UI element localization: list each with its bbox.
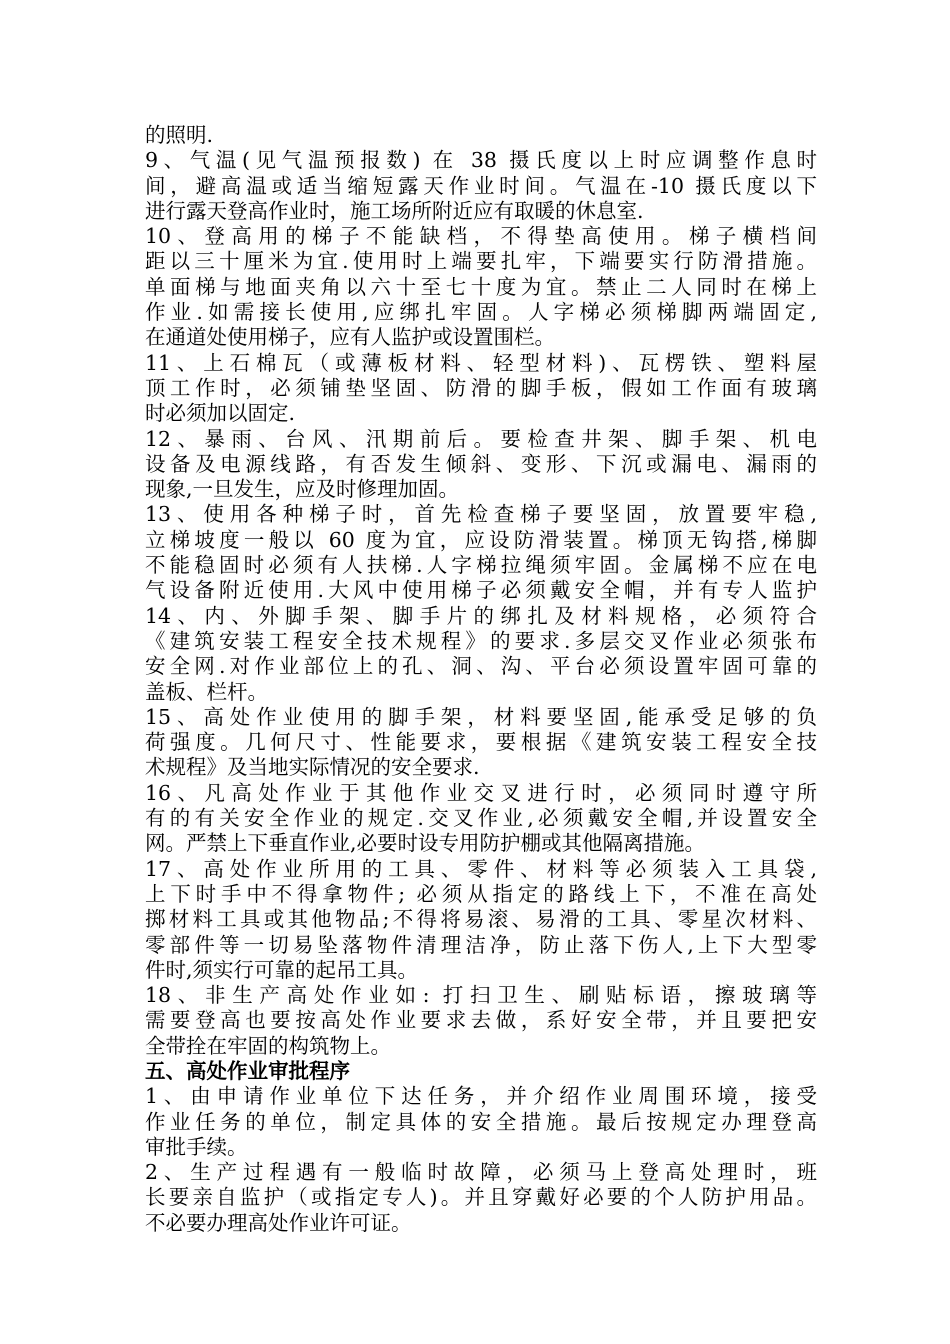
text-line: 不能稳固时必须有人扶梯.人字梯拉绳须牢固。金属梯不应在电 [145,553,817,578]
text-line: 作业.如需接长使用,应绑扎牢固。人字梯必须梯脚两端固定, [145,300,817,325]
section-heading: 五、高处作业审批程序 [145,1058,350,1083]
text-line: 18、非生产高处作业如: 打扫卫生、刷贴标语，擦玻璃等 [145,983,817,1008]
text-line: 荷强度。几何尺寸、性能要求，要根据《建筑安装工程安全技 [145,730,817,755]
text-line: 9、气温(见气温预报数) 在 38 摄氏度以上时应调整作息时 [145,148,817,173]
text-line: 时必须加以固定. [145,401,296,426]
text-line: 13、使用各种梯子时，首先检查梯子要坚固，放置要牢稳, [145,502,817,527]
text-line: 2、生产过程遇有一般临时故障，必须马上登高处理时，班 [145,1160,817,1185]
text-line: 立梯坡度一般以 60 度为宜，应设防滑装置。梯顶无钩搭,梯脚 [145,527,817,552]
text-line: 14、内、外脚手架、脚手片的绑扎及材料规格，必须符合 [145,603,817,628]
text-line: 全带拴在牢固的构筑物上。 [145,1033,391,1058]
text-line: 长要亲自监护（或指定专人)。并且穿戴好必要的个人防护用品。 [145,1185,817,1210]
text-line: 不必要办理高处作业许可证。 [145,1210,412,1235]
text-line: 16、凡高处作业于其他作业交叉进行时，必须同时遵守所 [145,780,817,805]
text-line: 17、高处作业所用的工具、零件、材料等必须装入工具袋, [145,856,817,881]
text-line: 网。严禁上下垂直作业,必要时设专用防护棚或其他隔离措施。 [145,831,706,856]
text-line: 安全网.对作业部位上的孔、洞、沟、平台必须设置牢固可靠的 [145,654,817,679]
text-line: 15、高处作业使用的脚手架，材料要坚固,能承受足够的负 [145,704,817,729]
text-line: 术规程》及当地实际情况的安全要求. [145,755,480,780]
text-line: 设备及电源线路，有否发生倾斜、变形、下沉或漏电、漏雨的 [145,451,817,476]
text-line: 掷材料工具或其他物品;不得将易滚、易滑的工具、零星次材料、 [145,907,817,932]
text-line: 作业任务的单位，制定具体的安全措施。最后按规定办理登高 [145,1109,817,1134]
text-line: 有的有关安全作业的规定.交叉作业,必须戴安全帽,并设置安全 [145,806,817,831]
text-line: 1、由申请作业单位下达任务，并介绍作业周围环境，接受 [145,1084,817,1109]
document-page [145,123,817,1236]
text-line: 《建筑安装工程安全技术规程》的要求.多层交叉作业必须张布 [145,628,817,653]
text-line: 上下时手中不得拿物件; 必须从指定的路线上下，不准在高处 [145,881,817,906]
text-line: 件时,须实行可靠的起吊工具。 [145,957,419,982]
text-line: 零部件等一切易坠落物件清理洁净，防止落下伤人,上下大型零 [145,932,817,957]
text-line: 10、登高用的梯子不能缺档，不得垫高使用。梯子横档间 [145,224,817,249]
text-line: 气设备附近使用.大风中使用梯子必须戴安全帽，并有专人监护 [145,578,817,603]
text-line: 审批手续。 [145,1134,248,1159]
text-line: 11、上石棉瓦（或薄板材料、轻型材料)、瓦楞铁、塑料屋 [145,350,817,375]
text-line: 12、暴雨、台风、汛期前后。要检查井架、脚手架、机电 [145,426,817,451]
text-line: 需要登高也要按高处作业要求去做，系好安全带，并且要把安 [145,1008,817,1033]
text-line: 在通道处使用梯子，应有人监护或设置围栏。 [145,325,555,350]
text-line: 间，避高温或适当缩短露天作业时间。气温在-10 摄氏度以下 [145,173,817,198]
text-line: 进行露天登高作业时，施工场所附近应有取暖的休息室. [145,198,644,223]
text-line: 盖板、栏杆。 [145,679,268,704]
text-line: 距以三十厘米为宜.使用时上端要扎牢，下端要实行防滑措施。 [145,249,817,274]
text-line: 现象,一旦发生，应及时修理加固。 [145,477,460,502]
text-line: 的照明. [145,123,214,147]
text-line: 顶工作时，必须铺垫坚固、防滑的脚手板，假如工作面有玻璃 [145,375,817,400]
text-line: 单面梯与地面夹角以六十至七十度为宜。禁止二人同时在梯上 [145,274,817,299]
